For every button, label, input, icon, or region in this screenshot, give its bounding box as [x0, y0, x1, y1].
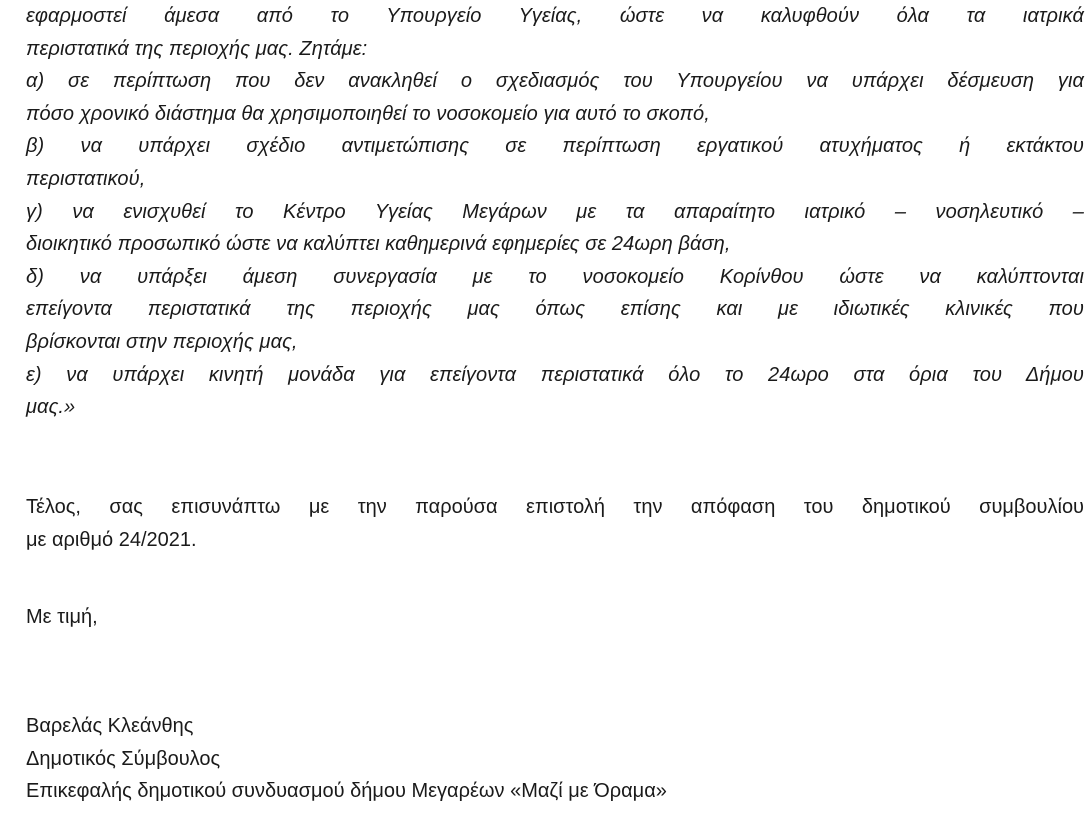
signer-position: Επικεφαλής δημοτικού συνδυασμού δήμου Μεγαρέων «Μαζί με Όραμα» — [26, 780, 667, 803]
signer-name: Βαρελάς Κλεάνθης — [26, 715, 194, 737]
quoted-demands — [26, 0, 1084, 424]
quote-line: γ) να ενισχυθεί το Κέντρο Υγείας Μεγάρων με τα απαραίτητο ιατρικό – νοσηλευτικό – — [26, 200, 1084, 223]
quote-line: εφαρμοστεί άμεσα από το Υπουργείο Υγείας, ώστε να καλυφθούν όλα τα ιατρικά — [26, 5, 1084, 27]
quote-line: ε) να υπάρχει κινητή μονάδα για επείγοντα περιστατικά όλο το 24ωρο στα όρια του Δήμου — [26, 363, 1084, 386]
closing-paragraph — [26, 491, 1084, 556]
quote-line: περιστατικού, — [26, 167, 146, 190]
closing-line: με αριθμό 24/2021. — [26, 528, 197, 551]
quote-line: δ) να υπάρξει άμεση συνεργασία με το νοσοκομείο Κορίνθου ώστε να καλύπτονται — [26, 265, 1084, 288]
letter-page — [26, 0, 1084, 803]
quote-line: περιστατικά της περιοχής μας. Ζητάμε: — [26, 37, 368, 60]
quote-line: α) σε περίπτωση που δεν ανακληθεί ο σχεδιασμός του Υπουργείου να υπάρχει δέσμευση για — [26, 70, 1084, 93]
quote-line: β) να υπάρχει σχέδιο αντιμετώπισης σε περίπτωση εργατικού ατυχήματος ή εκτάκτου — [26, 135, 1084, 158]
closing-line: Τέλος, σας επισυνάπτω με την παρούσα επιστολή την απόφαση του δημοτικού συμβουλίου — [26, 496, 1084, 518]
signature-block — [26, 710, 667, 808]
greeting: Με τιμή, — [26, 606, 98, 628]
signer-role: Δημοτικός Σύμβουλος — [26, 747, 221, 770]
quote-line: μας.» — [26, 396, 76, 419]
quote-line: πόσο χρονικό διάστημα θα χρησιμοποιηθεί το νοσοκομείο για αυτό το σκοπό, — [26, 102, 710, 125]
quote-line: βρίσκονται στην περιοχής μας, — [26, 330, 298, 353]
quote-line: επείγοντα περιστατικά της περιοχής μας όπως επίσης και με ιδιωτικές κλινικές που — [26, 298, 1084, 321]
quote-line: διοικητικό προσωπικό ώστε να καλύπτει καθημερινά εφημερίες σε 24ωρη βάση, — [26, 233, 731, 256]
